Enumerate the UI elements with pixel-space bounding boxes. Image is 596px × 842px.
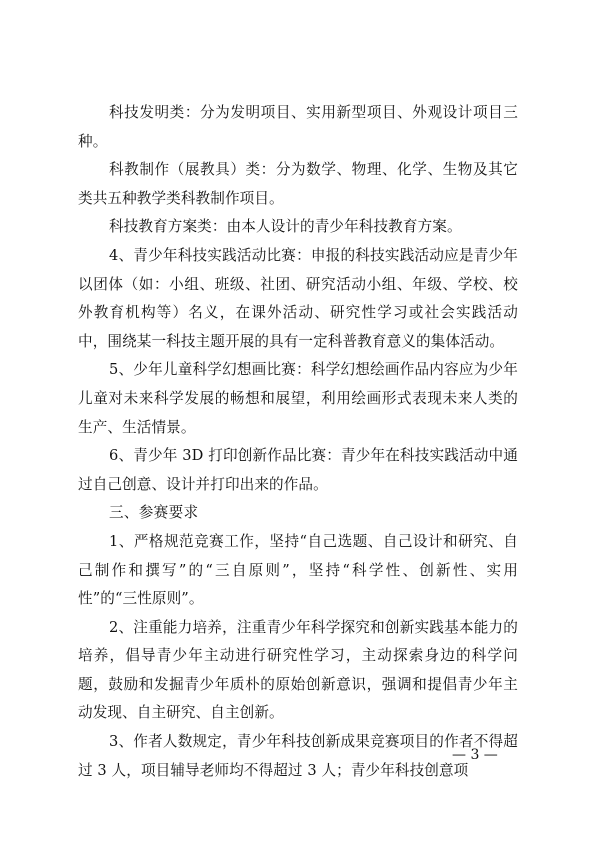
paragraph-teaching-aid-category: 科教制作（展教具）类：分为数学、物理、化学、生物及其它类共五种教学类科教制作项目。 (78, 161, 518, 207)
paragraph-requirement-1: 1、严格规范竞赛工作，坚持“自己选题、自己设计和研究、自己制作和撰写”的“三自原则”，坚持“科学性、创新性、实用性”的“三性原则”。 (78, 532, 518, 608)
paragraph-education-plan-category: 科技教育方案类：由本人设计的青少年科技教育方案。 (109, 218, 462, 236)
page-number: — 3 — (452, 747, 498, 763)
section-heading-requirements: 三、参赛要求 (109, 504, 199, 522)
paragraph-invention-category: 科技发明类：分为发明项目、实用新型项目、外观设计项目三种。 (78, 104, 518, 150)
paragraph-science-fantasy-painting: 5、少年儿童科学幻想画比赛：科学幻想绘画作品内容应为少年儿童对未来科学发展的畅想和展望，利用绘画形式表现未来人类的生产、生活情景。 (78, 361, 518, 436)
paragraph-3d-printing-contest: 6、青少年 3D 打印创新作品比赛：青少年在科技实践活动中通过自己创意、设计并打印出来的作品。 (78, 447, 518, 493)
paragraph-requirement-3: 3、作者人数规定，青少年科技创新成果竞赛项目的作者不得超过 3 人，项目辅导老师均不得超过 3 人；青少年科技创意项 (78, 733, 518, 779)
document-body (78, 99, 518, 785)
paragraph-requirement-2: 2、注重能力培养，注重青少年科学探究和创新实践基本能力的培养，倡导青少年主动进行研究性学习，主动探索身边的科学问题，鼓励和发掘青少年质朴的原始创新意识，强调和提倡青少年主动发现、自主研究、自主创新。 (78, 618, 518, 722)
paragraph-practice-activity-contest: 4、青少年科技实践活动比赛：申报的科技实践活动应是青少年以团体（如：小组、班级、社团、研究活动小组、年级、学校、校外教育机构等）名义，在课外活动、研究性学习或社会实践活动中，围绕某一科技主题开展的具有一定科普教育意义的集体活动。 (78, 246, 518, 350)
